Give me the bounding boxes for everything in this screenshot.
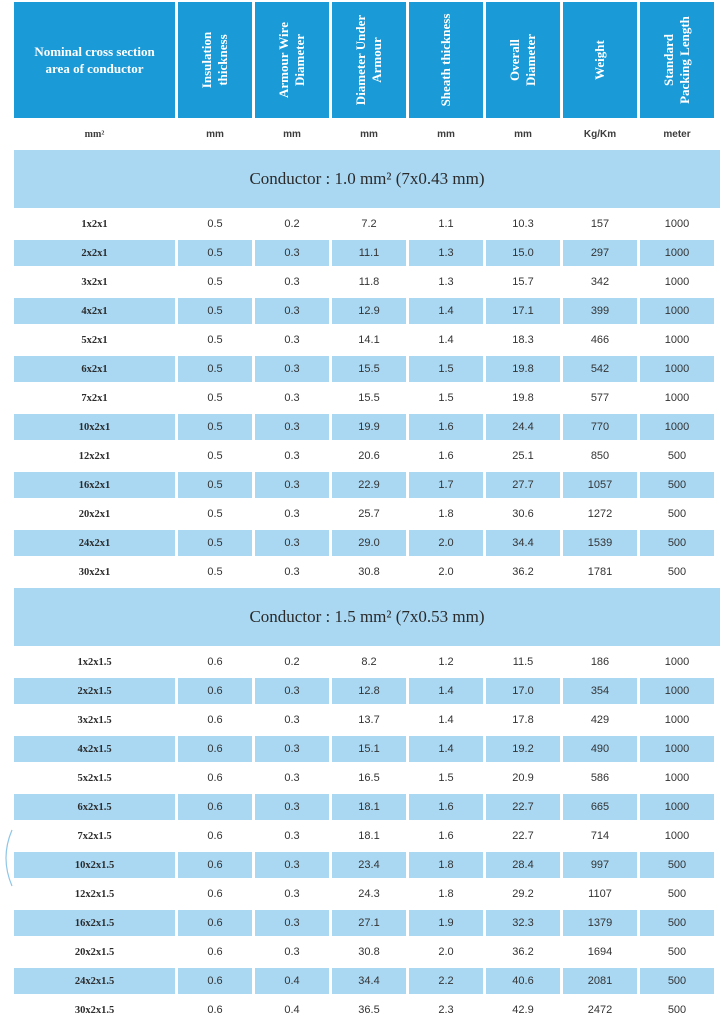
value-cell: 0.2 bbox=[284, 218, 300, 230]
value-cell: 22.7 bbox=[486, 794, 560, 820]
value-cell: 0.6 bbox=[207, 830, 223, 842]
value-cell: 17.0 bbox=[486, 678, 560, 704]
header-text: Sheath thickness bbox=[438, 13, 453, 107]
header-standard-packing-length bbox=[640, 2, 714, 118]
unit-label: mm² bbox=[84, 128, 105, 140]
value-cell: 0.6 bbox=[207, 772, 223, 784]
value-cell: 18.1 bbox=[358, 830, 380, 842]
value-cell: 0.5 bbox=[178, 530, 252, 556]
value-cell: 34.4 bbox=[486, 530, 560, 556]
value-cell: 1000 bbox=[640, 240, 714, 266]
table-row bbox=[14, 910, 720, 936]
value-cell: 36.2 bbox=[512, 566, 534, 578]
value-cell: 18.3 bbox=[512, 334, 534, 346]
value-cell: 30.6 bbox=[512, 508, 534, 520]
value-cell: 0.4 bbox=[255, 968, 329, 994]
header-text: Nominal cross section bbox=[34, 44, 155, 59]
value-cell: 0.3 bbox=[284, 508, 300, 520]
value-cell: 0.5 bbox=[207, 566, 223, 578]
header-text: Diameter Under bbox=[353, 14, 368, 106]
value-cell: 1000 bbox=[664, 334, 690, 346]
value-cell: 1.4 bbox=[438, 334, 454, 346]
value-cell: 10.3 bbox=[512, 218, 534, 230]
value-cell: 1.8 bbox=[438, 508, 454, 520]
value-cell: 1.4 bbox=[438, 714, 454, 726]
unit-label: Kg/Km bbox=[583, 128, 617, 140]
cable-size-cell: 16x2x1 bbox=[14, 472, 175, 498]
value-cell: 1272 bbox=[587, 508, 613, 520]
value-cell: 30.8 bbox=[358, 566, 380, 578]
value-cell: 1.4 bbox=[409, 678, 483, 704]
value-cell: 23.4 bbox=[332, 852, 406, 878]
units-row bbox=[14, 118, 720, 150]
value-cell: 577 bbox=[590, 392, 610, 404]
value-cell: 2081 bbox=[563, 968, 637, 994]
header-text: Weight bbox=[592, 40, 607, 80]
value-cell: 399 bbox=[563, 298, 637, 324]
table-row bbox=[14, 649, 720, 675]
value-cell: 500 bbox=[667, 888, 687, 900]
table-row bbox=[14, 414, 720, 440]
value-cell: 1.8 bbox=[409, 852, 483, 878]
value-cell: 0.5 bbox=[178, 472, 252, 498]
value-cell: 0.5 bbox=[207, 392, 223, 404]
value-cell: 1.6 bbox=[409, 414, 483, 440]
value-cell: 19.8 bbox=[512, 392, 534, 404]
table-row bbox=[14, 736, 720, 762]
cable-size-cell: 16x2x1.5 bbox=[14, 910, 175, 936]
value-cell: 1.3 bbox=[409, 240, 483, 266]
value-cell: 0.3 bbox=[284, 566, 300, 578]
unit-label: meter bbox=[663, 128, 691, 140]
cable-size-cell: 12x2x1 bbox=[78, 450, 111, 462]
cable-size-cell: 1x2x1 bbox=[81, 218, 108, 230]
value-cell: 714 bbox=[590, 830, 610, 842]
value-cell: 500 bbox=[667, 946, 687, 958]
value-cell: 0.3 bbox=[255, 530, 329, 556]
cable-size-cell: 24x2x1 bbox=[14, 530, 175, 556]
table-row bbox=[14, 823, 720, 849]
value-cell: 0.5 bbox=[178, 356, 252, 382]
header-text: Overall bbox=[507, 39, 522, 81]
value-cell: 20.6 bbox=[358, 450, 380, 462]
table-row bbox=[14, 443, 720, 469]
value-cell: 500 bbox=[640, 472, 714, 498]
cable-size-cell: 20x2x1 bbox=[78, 508, 111, 520]
value-cell: 0.5 bbox=[207, 334, 223, 346]
value-cell: 0.3 bbox=[255, 736, 329, 762]
value-cell: 0.3 bbox=[284, 450, 300, 462]
value-cell: 24.4 bbox=[486, 414, 560, 440]
value-cell: 40.6 bbox=[486, 968, 560, 994]
value-cell: 500 bbox=[640, 910, 714, 936]
value-cell: 297 bbox=[563, 240, 637, 266]
table-row bbox=[14, 385, 720, 411]
value-cell: 429 bbox=[590, 714, 610, 726]
value-cell: 1.8 bbox=[438, 888, 454, 900]
value-cell: 15.5 bbox=[332, 356, 406, 382]
header-text: Packing Length bbox=[677, 16, 692, 104]
value-cell: 466 bbox=[590, 334, 610, 346]
value-cell: 500 bbox=[640, 968, 714, 994]
value-cell: 1000 bbox=[664, 830, 690, 842]
value-cell: 20.9 bbox=[512, 772, 534, 784]
value-cell: 0.4 bbox=[284, 1004, 300, 1016]
cable-size-cell: 24x2x1.5 bbox=[14, 968, 175, 994]
table-row bbox=[14, 939, 720, 965]
value-cell: 0.6 bbox=[207, 888, 223, 900]
unit-label: mm bbox=[283, 128, 301, 140]
value-cell: 1539 bbox=[563, 530, 637, 556]
table-row bbox=[14, 356, 720, 382]
value-cell: 0.5 bbox=[178, 240, 252, 266]
table-row bbox=[14, 765, 720, 791]
table-row bbox=[14, 678, 720, 704]
table-row bbox=[14, 559, 720, 585]
table-row bbox=[14, 530, 720, 556]
unit-label: mm bbox=[360, 128, 378, 140]
value-cell: 19.8 bbox=[486, 356, 560, 382]
table-row bbox=[14, 881, 720, 907]
value-cell: 0.3 bbox=[284, 392, 300, 404]
value-cell: 0.6 bbox=[207, 656, 223, 668]
header-overall-diameter bbox=[486, 2, 560, 118]
value-cell: 500 bbox=[667, 1004, 687, 1016]
value-cell: 1694 bbox=[587, 946, 613, 958]
value-cell: 18.1 bbox=[332, 794, 406, 820]
header-text: Diameter bbox=[292, 34, 307, 86]
cable-size-cell: 4x2x1 bbox=[14, 298, 175, 324]
value-cell: 0.3 bbox=[255, 794, 329, 820]
value-cell: 25.1 bbox=[512, 450, 534, 462]
header-insulation-thickness bbox=[178, 2, 252, 118]
value-cell: 1000 bbox=[640, 794, 714, 820]
header-row bbox=[14, 2, 720, 118]
value-cell: 11.1 bbox=[332, 240, 406, 266]
value-cell: 665 bbox=[563, 794, 637, 820]
cable-size-cell: 3x2x1.5 bbox=[77, 714, 112, 726]
value-cell: 1.9 bbox=[409, 910, 483, 936]
cable-size-cell: 2x2x1.5 bbox=[14, 678, 175, 704]
value-cell: 27.1 bbox=[332, 910, 406, 936]
value-cell: 2.0 bbox=[438, 946, 454, 958]
table-row bbox=[14, 794, 720, 820]
value-cell: 0.3 bbox=[284, 772, 300, 784]
value-cell: 1000 bbox=[640, 356, 714, 382]
value-cell: 1.1 bbox=[438, 218, 454, 230]
value-cell: 36.2 bbox=[512, 946, 534, 958]
value-cell: 0.3 bbox=[255, 852, 329, 878]
value-cell: 14.1 bbox=[358, 334, 380, 346]
value-cell: 0.6 bbox=[178, 968, 252, 994]
conductor-section-heading: Conductor : 1.5 mm² (7x0.53 mm) bbox=[14, 588, 720, 646]
value-cell: 1379 bbox=[563, 910, 637, 936]
cable-size-cell: 12x2x1.5 bbox=[74, 888, 115, 900]
header-diameter-under-armour bbox=[332, 2, 406, 118]
unit-label: mm bbox=[206, 128, 224, 140]
value-cell: 850 bbox=[590, 450, 610, 462]
table-row bbox=[14, 240, 720, 266]
value-cell: 27.7 bbox=[486, 472, 560, 498]
value-cell: 28.4 bbox=[486, 852, 560, 878]
value-cell: 0.3 bbox=[255, 240, 329, 266]
value-cell: 500 bbox=[667, 508, 687, 520]
value-cell: 0.6 bbox=[178, 852, 252, 878]
value-cell: 13.7 bbox=[358, 714, 380, 726]
value-cell: 0.3 bbox=[284, 276, 300, 288]
value-cell: 15.5 bbox=[358, 392, 380, 404]
header-nominal-cross-section bbox=[14, 2, 175, 118]
value-cell: 1.6 bbox=[438, 450, 454, 462]
table-row bbox=[14, 707, 720, 733]
value-cell: 500 bbox=[640, 530, 714, 556]
table-body bbox=[14, 150, 720, 1023]
value-cell: 2472 bbox=[587, 1004, 613, 1016]
value-cell: 1.7 bbox=[409, 472, 483, 498]
table-row bbox=[14, 327, 720, 353]
value-cell: 1.3 bbox=[438, 276, 454, 288]
value-cell: 1000 bbox=[664, 392, 690, 404]
value-cell: 997 bbox=[563, 852, 637, 878]
value-cell: 0.3 bbox=[284, 946, 300, 958]
value-cell: 0.3 bbox=[284, 888, 300, 900]
value-cell: 0.6 bbox=[207, 946, 223, 958]
cable-size-cell: 7x2x1.5 bbox=[77, 830, 112, 842]
value-cell: 586 bbox=[590, 772, 610, 784]
value-cell: 500 bbox=[667, 566, 687, 578]
value-cell: 1.5 bbox=[438, 772, 454, 784]
value-cell: 0.3 bbox=[255, 298, 329, 324]
value-cell: 29.0 bbox=[332, 530, 406, 556]
value-cell: 15.7 bbox=[512, 276, 534, 288]
value-cell: 30.8 bbox=[358, 946, 380, 958]
value-cell: 500 bbox=[640, 852, 714, 878]
cable-size-cell: 6x2x1 bbox=[14, 356, 175, 382]
table-row bbox=[14, 211, 720, 237]
value-cell: 19.9 bbox=[332, 414, 406, 440]
value-cell: 12.8 bbox=[332, 678, 406, 704]
cable-size-cell: 2x2x1 bbox=[14, 240, 175, 266]
value-cell: 0.3 bbox=[255, 414, 329, 440]
value-cell: 24.3 bbox=[358, 888, 380, 900]
cable-size-cell: 5x2x1 bbox=[81, 334, 108, 346]
value-cell: 1057 bbox=[563, 472, 637, 498]
decorative-arc-mark bbox=[0, 828, 14, 888]
cable-size-cell: 4x2x1.5 bbox=[14, 736, 175, 762]
table-row bbox=[14, 472, 720, 498]
cable-size-cell: 20x2x1.5 bbox=[74, 946, 115, 958]
value-cell: 490 bbox=[563, 736, 637, 762]
value-cell: 17.8 bbox=[512, 714, 534, 726]
value-cell: 0.6 bbox=[178, 736, 252, 762]
value-cell: 1.6 bbox=[409, 794, 483, 820]
value-cell: 22.9 bbox=[332, 472, 406, 498]
table-row bbox=[14, 298, 720, 324]
value-cell: 0.3 bbox=[255, 910, 329, 936]
value-cell: 1781 bbox=[587, 566, 613, 578]
value-cell: 29.2 bbox=[512, 888, 534, 900]
value-cell: 1000 bbox=[640, 298, 714, 324]
cable-size-cell: 1x2x1.5 bbox=[77, 656, 112, 668]
value-cell: 17.1 bbox=[486, 298, 560, 324]
value-cell: 354 bbox=[563, 678, 637, 704]
header-weight bbox=[563, 2, 637, 118]
value-cell: 0.3 bbox=[284, 830, 300, 842]
table-row bbox=[14, 269, 720, 295]
value-cell: 770 bbox=[563, 414, 637, 440]
cable-size-cell: 6x2x1.5 bbox=[14, 794, 175, 820]
value-cell: 0.6 bbox=[207, 714, 223, 726]
cable-spec-table bbox=[14, 2, 720, 1024]
value-cell: 2.3 bbox=[438, 1004, 454, 1016]
value-cell: 1107 bbox=[588, 888, 612, 900]
table-row bbox=[14, 852, 720, 878]
value-cell: 19.2 bbox=[486, 736, 560, 762]
value-cell: 1000 bbox=[640, 678, 714, 704]
value-cell: 0.6 bbox=[178, 794, 252, 820]
value-cell: 342 bbox=[590, 276, 610, 288]
value-cell: 2.0 bbox=[409, 530, 483, 556]
value-cell: 1.4 bbox=[409, 298, 483, 324]
header-text: Diameter bbox=[523, 34, 538, 86]
value-cell: 0.3 bbox=[284, 334, 300, 346]
value-cell: 157 bbox=[590, 218, 610, 230]
value-cell: 0.5 bbox=[178, 298, 252, 324]
value-cell: 8.2 bbox=[361, 656, 377, 668]
table-row bbox=[14, 997, 720, 1023]
value-cell: 1.5 bbox=[409, 356, 483, 382]
value-cell: 500 bbox=[667, 450, 687, 462]
value-cell: 0.3 bbox=[255, 678, 329, 704]
value-cell: 42.9 bbox=[512, 1004, 534, 1016]
value-cell: 1000 bbox=[640, 736, 714, 762]
value-cell: 15.1 bbox=[332, 736, 406, 762]
value-cell: 2.2 bbox=[409, 968, 483, 994]
value-cell: 11.5 bbox=[512, 656, 534, 668]
value-cell: 15.0 bbox=[486, 240, 560, 266]
value-cell: 34.4 bbox=[332, 968, 406, 994]
value-cell: 0.3 bbox=[255, 472, 329, 498]
table-row bbox=[14, 968, 720, 994]
header-text: Armour bbox=[369, 37, 384, 83]
cable-size-cell: 7x2x1 bbox=[81, 392, 108, 404]
header-text: area of conductor bbox=[45, 61, 144, 76]
value-cell: 0.5 bbox=[178, 414, 252, 440]
value-cell: 186 bbox=[590, 656, 610, 668]
table-row bbox=[14, 501, 720, 527]
value-cell: 0.5 bbox=[207, 450, 223, 462]
value-cell: 12.9 bbox=[332, 298, 406, 324]
value-cell: 1.2 bbox=[438, 656, 454, 668]
header-text: Standard bbox=[661, 33, 676, 87]
cable-size-cell: 30x2x1.5 bbox=[74, 1004, 115, 1016]
value-cell: 0.6 bbox=[178, 678, 252, 704]
value-cell: 25.7 bbox=[358, 508, 380, 520]
unit-label: mm bbox=[514, 128, 532, 140]
value-cell: 0.3 bbox=[284, 714, 300, 726]
value-cell: 1000 bbox=[664, 714, 690, 726]
value-cell: 1.4 bbox=[409, 736, 483, 762]
value-cell: 1000 bbox=[664, 276, 690, 288]
header-text: thickness bbox=[215, 34, 230, 86]
value-cell: 7.2 bbox=[361, 218, 377, 230]
unit-label: mm bbox=[437, 128, 455, 140]
value-cell: 11.8 bbox=[358, 276, 380, 288]
value-cell: 542 bbox=[563, 356, 637, 382]
cable-size-cell: 10x2x1.5 bbox=[14, 852, 175, 878]
header-sheath-thickness bbox=[409, 2, 483, 118]
cable-size-cell: 30x2x1 bbox=[78, 566, 111, 578]
value-cell: 16.5 bbox=[358, 772, 380, 784]
value-cell: 1000 bbox=[664, 772, 690, 784]
cable-size-cell: 10x2x1 bbox=[14, 414, 175, 440]
value-cell: 1.6 bbox=[438, 830, 454, 842]
value-cell: 0.5 bbox=[207, 276, 223, 288]
value-cell: 0.5 bbox=[207, 218, 223, 230]
header-text: Insulation bbox=[199, 31, 214, 89]
header-armour-wire-diameter bbox=[255, 2, 329, 118]
value-cell: 0.5 bbox=[207, 508, 223, 520]
conductor-section-heading: Conductor : 1.0 mm² (7x0.43 mm) bbox=[14, 150, 720, 208]
value-cell: 1.5 bbox=[438, 392, 454, 404]
value-cell: 2.0 bbox=[438, 566, 454, 578]
value-cell: 22.7 bbox=[512, 830, 534, 842]
cable-size-cell: 5x2x1.5 bbox=[77, 772, 112, 784]
header-text: Armour Wire bbox=[276, 22, 291, 98]
value-cell: 0.6 bbox=[178, 910, 252, 936]
value-cell: 0.2 bbox=[284, 656, 300, 668]
value-cell: 36.5 bbox=[358, 1004, 380, 1016]
value-cell: 0.6 bbox=[207, 1004, 223, 1016]
value-cell: 0.3 bbox=[255, 356, 329, 382]
value-cell: 1000 bbox=[640, 414, 714, 440]
value-cell: 32.3 bbox=[486, 910, 560, 936]
value-cell: 1000 bbox=[664, 218, 690, 230]
value-cell: 1000 bbox=[664, 656, 690, 668]
cable-size-cell: 3x2x1 bbox=[81, 276, 108, 288]
